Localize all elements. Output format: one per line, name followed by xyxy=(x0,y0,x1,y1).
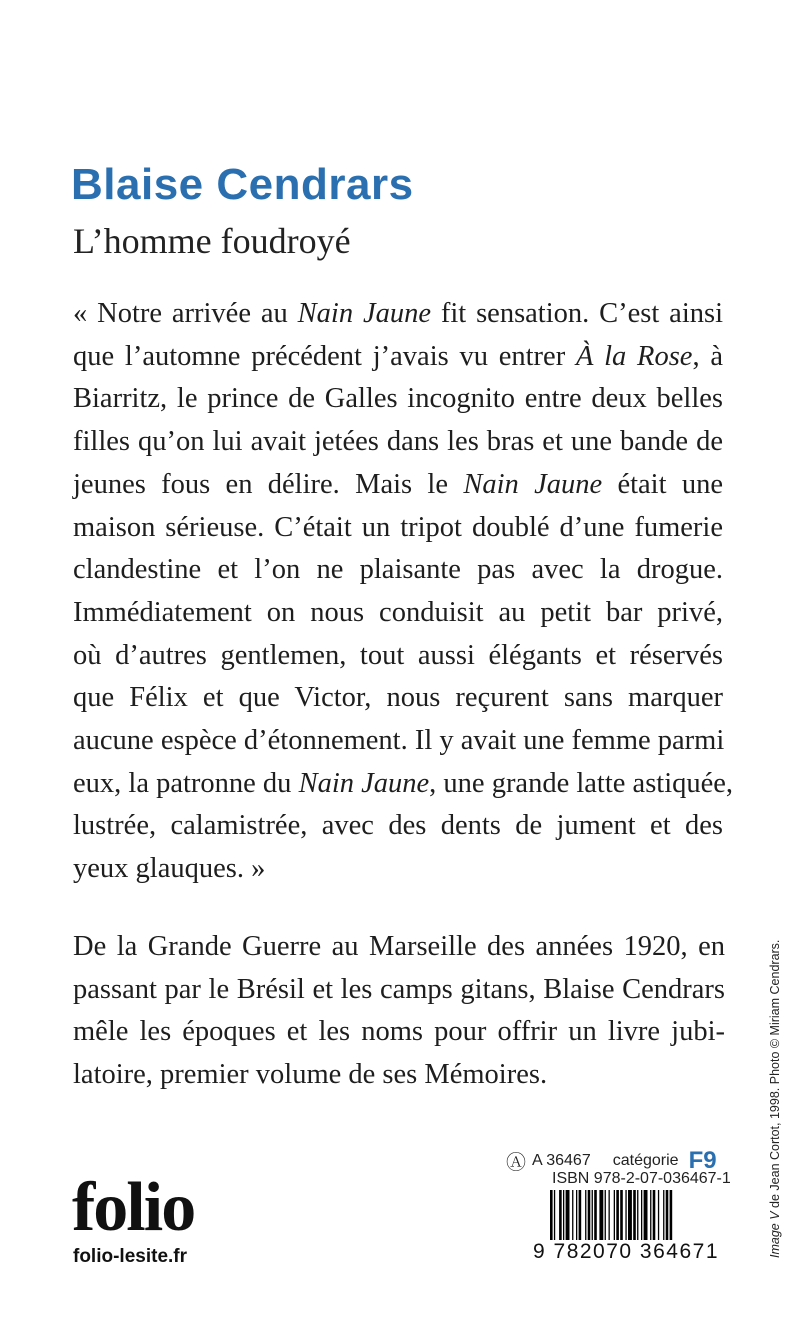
quote-run: « Notre arrivée au xyxy=(73,298,298,329)
quote-run: que Félix et que Victor, nous reçurent sans marquer xyxy=(73,682,723,714)
quote-line xyxy=(73,293,723,336)
quote-line xyxy=(73,378,723,421)
quote-italic-run: Nain Jaune xyxy=(298,767,430,799)
blurb-line: latoire, premier volume de ses Mémoires. xyxy=(73,1059,548,1091)
quote-run: aucune espèce d’étonnement. Il y avait une femme parmi xyxy=(73,725,725,757)
category-code: F9 xyxy=(688,1146,717,1174)
quote-line xyxy=(73,464,723,507)
quote-run: maison sérieuse. C’était un tripot doublé d’une fumerie xyxy=(73,511,723,543)
quote-run: où d’autres gentlemen, tout aussi élégants et réservés xyxy=(73,639,723,671)
category-label: catégorie xyxy=(612,1151,679,1169)
quote-line xyxy=(73,720,723,763)
credit-rest: de Jean Cortot, 1998. Photo © Miriam Cendrars. xyxy=(768,939,782,1212)
author-name: Blaise Cendrars xyxy=(71,160,414,209)
quote-run: Immédiatement on nous conduisit au petit bar privé, xyxy=(73,596,723,628)
catalog-mark-icon: Ⓐ xyxy=(506,1152,526,1174)
credit-prefix: Image V xyxy=(768,1211,782,1258)
quote-run: , une grande latte astiquée, xyxy=(429,767,734,799)
quote-italic-run: À la Rose xyxy=(575,340,693,372)
quote-line xyxy=(73,763,734,806)
quote-italic-run: Nain Jaune xyxy=(297,298,431,329)
quote-run: était une xyxy=(602,468,723,500)
quote-italic-run: Nain Jaune xyxy=(463,468,603,500)
quote-line xyxy=(73,635,723,678)
quote-run: que l’automne précédent j’avais vu entrer xyxy=(73,340,576,372)
image-credit xyxy=(768,940,782,1258)
blurb-line: De la Grande Guerre au Marseille des années 1920, en xyxy=(73,931,725,962)
publisher-site: folio-lesite.fr xyxy=(73,1246,188,1267)
quote-run: eux, la patronne du xyxy=(73,767,299,799)
quote-line xyxy=(73,336,723,379)
blurb-line: passant par le Brésil et les camps gitans, Blaise Cendrars xyxy=(73,973,725,1005)
quote-line xyxy=(73,421,723,464)
quote-line xyxy=(73,507,723,550)
quote-line xyxy=(73,848,723,891)
catalog-number: A 36467 xyxy=(532,1151,591,1169)
isbn: ISBN 978-2-07-036467-1 xyxy=(552,1170,731,1187)
excerpt-quote xyxy=(73,293,734,891)
barcode-digits: 9 782070 364671 xyxy=(533,1240,719,1263)
quote-run: Biarritz, le prince de Galles incognito entre deux belles xyxy=(73,383,723,415)
quote-run: yeux glauques. » xyxy=(73,853,266,885)
book-blurb xyxy=(73,926,725,1097)
quote-run: jeunes fous en délire. Mais le xyxy=(73,468,464,500)
book-title: L’homme foudroyé xyxy=(73,221,351,261)
quote-line xyxy=(73,592,723,635)
quote-run: lustrée, calamistrée, avec des dents de jument et des xyxy=(73,810,723,842)
quote-run: filles qu’on lui avait jetées dans les bras et une bande de xyxy=(73,426,723,458)
quote-line xyxy=(73,677,723,720)
quote-line xyxy=(73,805,723,848)
quote-run: clandestine et l’on ne plaisante pas avec la drogue. xyxy=(73,554,723,586)
quote-run: , à xyxy=(692,340,724,372)
blurb-line: mêle les époques et les noms pour offrir un livre jubi- xyxy=(73,1016,725,1048)
quote-run: fit sensation. C’est ainsi xyxy=(431,298,723,329)
publisher-logo: folio xyxy=(72,1169,195,1246)
quote-line xyxy=(73,549,723,592)
